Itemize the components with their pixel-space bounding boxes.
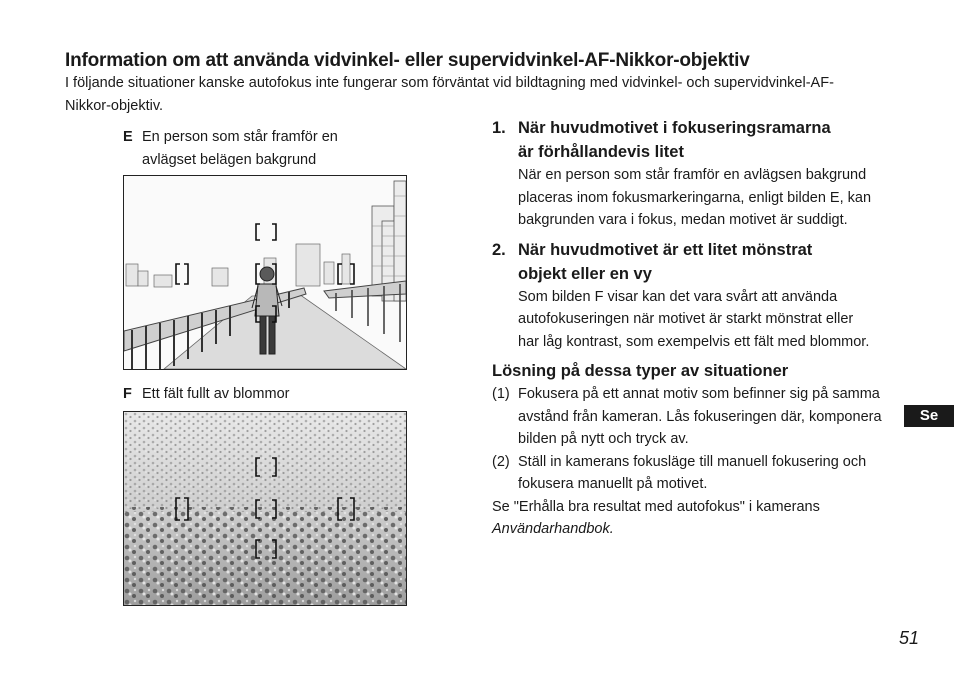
solution-note-prefix: Se "Erhålla bra resultat med autofokus" i kamerans	[492, 498, 820, 515]
solution-heading: Lösning på dessa typer av situationer	[492, 362, 789, 380]
solution-note	[492, 496, 892, 541]
section-1-heading	[492, 116, 892, 164]
figure-e-caption-line2: avlägset belägen bakgrund	[142, 152, 317, 168]
section-2-heading-line1: När huvudmotivet är ett litet mönstrat	[518, 240, 813, 259]
section-2-heading-line2: objekt eller en vy	[518, 264, 652, 283]
solution-note-manual: Användarhandbok.	[492, 521, 614, 537]
figure-f-caption-line1: Ett fält fullt av blommor	[142, 386, 290, 402]
figure-e-caption-line1: En person som står framför en	[142, 129, 338, 145]
section-2-number: 2.	[492, 240, 506, 259]
section-2-heading	[492, 238, 892, 286]
page-number: 51	[899, 628, 920, 648]
solution-item-1-number: (1)	[492, 386, 510, 402]
figure-e-letter: E	[123, 129, 133, 145]
figure-f-caption	[123, 383, 413, 406]
page-title: Information om att använda vidvinkel- eller supervidvinkel-AF-Nikkor-objektiv	[65, 50, 750, 71]
section-1-number: 1.	[492, 119, 506, 137]
section-1-heading-line1: När huvudmotivet i fokuseringsramarna	[518, 119, 831, 137]
solution-item-2-text: Ställ in kamerans fokusläge till manuell fokusering och fokusera manuellt på motivet.	[518, 453, 867, 492]
figure-f-letter: F	[123, 386, 132, 402]
solution-item-1	[492, 383, 892, 451]
section-1-heading-line2: är förhållandevis litet	[518, 143, 684, 161]
solution-item-1-text: Fokusera på ett annat motiv som befinner sig på samma avstånd från kameran. Lås fokuseringen där, komponera bilden på nytt och tryck av.	[518, 386, 882, 447]
section-2-text: Som bilden F visar kan det vara svårt att använda autofokuseringen när motivet är starkt mönstrat eller har låg kontrast, som exempelvis ett fält med blommor.	[518, 288, 870, 350]
person-on-bridge-photo	[123, 175, 407, 370]
figure-e-caption	[123, 126, 413, 172]
flower-field-photo	[123, 411, 407, 606]
section-1-text: När en person som står framför en avlägsen bakgrund placeras inom fokusmarkeringarna, enligt bilden E, kan bakgrunden vara i fokus, medan motivet är suddigt.	[518, 167, 872, 228]
solution-item-2	[492, 451, 892, 496]
language-tab: Se	[904, 405, 954, 427]
right-column	[492, 116, 892, 541]
intro-paragraph: I följande situationer kanske autofokus inte fungerar som förväntat vid bildtagning med vidvinkel- och supervidvinkel-AF-Nikkor-objektiv.	[65, 75, 834, 114]
solution-item-2-number: (2)	[492, 453, 510, 470]
